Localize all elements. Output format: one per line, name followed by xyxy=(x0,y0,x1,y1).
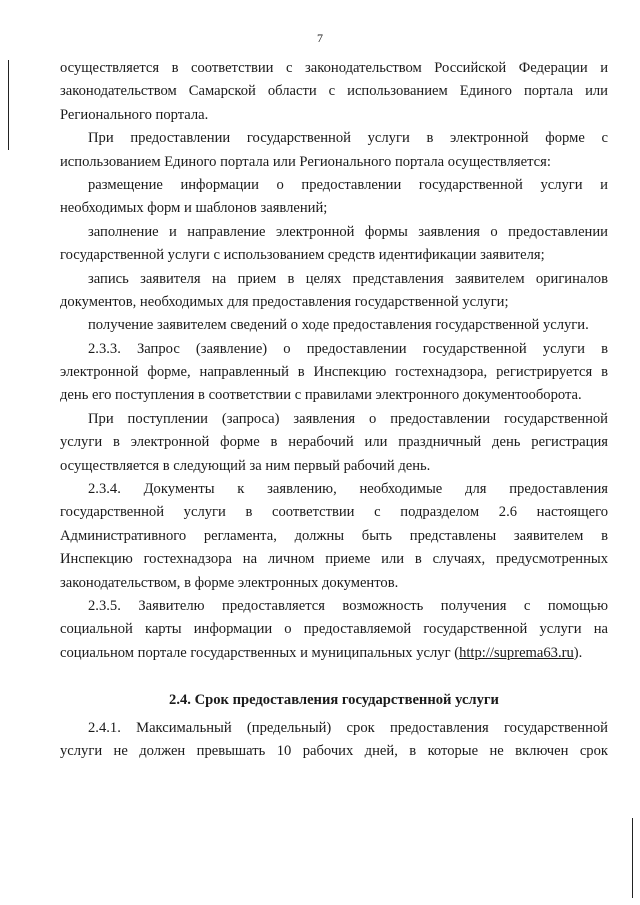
portal-link[interactable]: http://suprema63.ru xyxy=(459,644,574,661)
page-number: 7 xyxy=(317,31,323,45)
text-line: законодательством Самарской области с использованием Единого портала или xyxy=(60,83,608,100)
text-line: день его поступления в соответствии с правилами электронного документооборота. xyxy=(60,387,582,404)
text-line: При поступлении (запроса) заявления о предоставлении государственной xyxy=(88,410,608,427)
text-line: Административного регламента, должны быть представлены заявителем в xyxy=(60,527,608,544)
text-line: 2.4.1. Максимальный (предельный) срок предоставления государственной xyxy=(88,719,608,736)
text-line: получение заявителем сведений о ходе предоставления государственной услуги. xyxy=(88,317,589,334)
text-line: документов, необходимых для предоставления государственной услуги; xyxy=(60,293,509,310)
document-body xyxy=(60,57,608,763)
text-line: заполнение и направление электронной формы заявления о предоставлении xyxy=(88,223,608,240)
text-line: законодательством, в форме электронных документов. xyxy=(60,574,399,591)
text-line: 2.3.3. Запрос (заявление) о предоставлении государственной услуги в xyxy=(88,340,608,357)
text-line: запись заявителя на прием в целях представления заявителем оригиналов xyxy=(88,270,608,287)
text-line: размещение информации о предоставлении государственной услуги и xyxy=(88,176,608,193)
margin-mark xyxy=(8,60,9,150)
section-heading: 2.4. Срок предоставления государственной услуги xyxy=(169,692,499,709)
text-line: государственной услуги в соответствии с подразделом 2.6 настоящего xyxy=(60,504,608,521)
text-line: При предоставлении государственной услуги в электронной форме с xyxy=(88,130,608,147)
text-line: электронной форме, направленный в Инспекцию гостехнадзора, регистрируется в xyxy=(60,364,608,381)
text-line: государственной услуги с использованием средств идентификации заявителя; xyxy=(60,247,545,264)
text-line: необходимых форм и шаблонов заявлений; xyxy=(60,200,328,217)
text-line: Регионального портала. xyxy=(60,106,209,123)
text-line: Инспекцию гостехнадзора на личном приеме или в случаях, предусмотренных xyxy=(60,551,608,568)
text-fragment: ). xyxy=(573,644,583,661)
text-line: 2.3.5. Заявителю предоставляется возможность получения с помощью xyxy=(88,597,608,614)
text-line: 2.3.4. Документы к заявлению, необходимые для предоставления xyxy=(88,481,608,498)
text-fragment: социальном портале государственных и муниципальных услуг ( xyxy=(60,644,460,661)
text-line xyxy=(60,642,608,665)
text-line: осуществляется в следующий за ним первый рабочий день. xyxy=(60,457,431,474)
text-line: социальной карты информации о предоставляемой государственной услуги на xyxy=(60,621,608,638)
text-line: использованием Единого портала или Регионального портала осуществляется: xyxy=(60,153,551,170)
text-line: осуществляется в соответствии с законодательством Российской Федерации и xyxy=(60,60,608,76)
text-line: услуги в электронной форме в нерабочий или праздничный день регистрация xyxy=(60,434,608,451)
text-line: услуги не должен превышать 10 рабочих дней, в которые не включен срок xyxy=(60,742,608,759)
margin-mark xyxy=(632,818,633,898)
